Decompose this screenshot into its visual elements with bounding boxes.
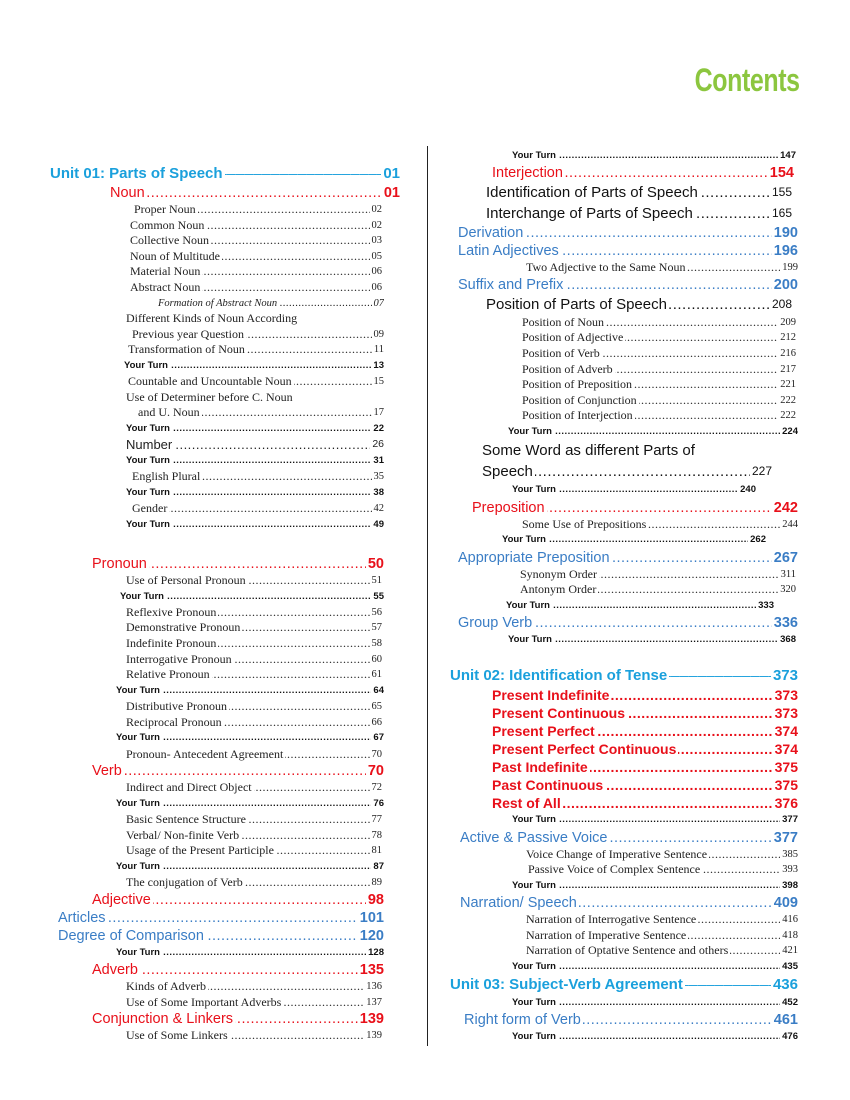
toc-degree[interactable]: Degree of Comparison 120 ..... <box>58 927 384 945</box>
toc-item[interactable]: Use of Some Important Adverbs 137 ..... <box>126 995 382 1011</box>
toc-item[interactable]: Position of Adjective 212 ..... <box>522 330 796 346</box>
toc-item[interactable]: Countable and Uncountable Noun 15 ..... <box>128 374 384 390</box>
toc-item[interactable]: Pronoun- Antecedent Agreement 70 ..... <box>126 747 382 763</box>
toc-tense[interactable]: Past Indefinite 375 ..... <box>492 758 798 776</box>
toc-item[interactable]: Abstract Noun 06 ..... <box>130 280 382 296</box>
your-turn[interactable]: Your Turn 368 ..... <box>508 632 796 648</box>
toc-item[interactable]: Proper Noun 02 ..... <box>134 202 382 218</box>
toc-item[interactable]: Distributive Pronoun 65 ..... <box>126 699 382 715</box>
your-turn[interactable]: Your Turn 31 ..... <box>126 453 384 469</box>
toc-item[interactable]: Common Noun 02 ..... <box>130 218 382 234</box>
toc-tense[interactable]: Present Perfect Continuous 374 ..... <box>492 740 798 758</box>
toc-derivation[interactable]: Derivation 190 ..... <box>458 224 798 242</box>
your-turn[interactable]: Your Turn 64 ..... <box>116 683 384 699</box>
toc-item[interactable]: Material Noun 06 ..... <box>130 264 382 280</box>
toc-item[interactable]: Kinds of Adverb 136 ..... <box>126 979 382 995</box>
your-turn[interactable]: Your Turn 87 ..... <box>116 859 384 875</box>
toc-tense[interactable]: Past Continuous 375 ..... <box>492 776 798 794</box>
toc-appropriate[interactable]: Appropriate Preposition 267 ..... <box>458 549 798 567</box>
toc-noun[interactable]: Noun 01 ..... <box>110 184 400 202</box>
toc-suffix[interactable]: Suffix and Prefix 200 ..... <box>458 276 798 294</box>
toc-right-form[interactable]: Right form of Verb 461 ..... <box>464 1011 798 1029</box>
toc-adjective[interactable]: Adjective 98 ..... <box>92 891 384 909</box>
your-turn[interactable]: Your Turn 240 ..... <box>512 482 756 498</box>
toc-tense[interactable]: Present Continuous 373 ..... <box>492 704 798 722</box>
your-turn[interactable]: Your Turn 452 ..... <box>512 995 798 1011</box>
toc-item[interactable]: Usage of the Present Participle 81 ..... <box>126 843 382 859</box>
toc-item[interactable]: Two Adjective to the Same Noun 199 ..... <box>526 260 798 276</box>
toc-item[interactable]: Noun of Multitude 05 ..... <box>130 249 382 265</box>
your-turn[interactable]: Your Turn 377 ..... <box>512 812 798 828</box>
toc-item[interactable]: Use of Some Linkers 139 ..... <box>126 1028 382 1044</box>
toc-item[interactable]: Passive Voice of Complex Sentence 393 ..... <box>528 862 798 878</box>
toc-tense[interactable]: Present Perfect 374 ..... <box>492 722 798 740</box>
toc-latin[interactable]: Latin Adjectives 196 ..... <box>458 242 798 260</box>
toc-item-line: Use of Determiner before C. Noun <box>126 389 293 404</box>
toc-item[interactable]: and U. Noun 17 ..... <box>138 405 384 421</box>
your-turn[interactable]: Your Turn 128 ..... <box>116 945 384 961</box>
toc-unit-3[interactable]: Unit 03: Subject-Verb Agreement 436 _____ <box>450 975 798 995</box>
your-turn[interactable]: Your Turn 67 ..... <box>116 730 384 746</box>
toc-item[interactable]: Previous year Question 09 ..... <box>132 327 384 343</box>
toc-item[interactable]: Voice Change of Imperative Sentence 385 ..... <box>526 847 798 863</box>
toc-unit-2[interactable]: Unit 02: Identification of Tense 373 _____ <box>450 666 798 686</box>
toc-unit-1[interactable]: Unit 01: Parts of Speech 01 _____ <box>50 164 400 184</box>
toc-item[interactable]: Reciprocal Pronoun 66 ..... <box>126 715 382 731</box>
toc-item[interactable]: Narration of Interrogative Sentence 416 ..... <box>526 912 798 928</box>
toc-item[interactable]: Indefinite Pronoun 58 ..... <box>126 636 382 652</box>
toc-identification-pos[interactable]: Identification of Parts of Speech 155 ..... <box>486 182 792 203</box>
toc-right-column <box>448 148 800 1046</box>
your-turn[interactable]: Your Turn 38 ..... <box>126 485 384 501</box>
toc-item[interactable]: Some Use of Prepositions 244 ..... <box>522 517 798 533</box>
your-turn[interactable]: Your Turn 435 ..... <box>512 959 798 975</box>
toc-item[interactable]: Narration of Optative Sentence and others 421 ..... <box>526 943 798 959</box>
your-turn[interactable]: Your Turn 224 ..... <box>508 424 798 440</box>
toc-item[interactable]: Basic Sentence Structure 77 ..... <box>126 812 382 828</box>
toc-item[interactable]: Demonstrative Pronoun 57 ..... <box>126 620 382 636</box>
toc-item[interactable]: English Plural 35 ..... <box>132 469 384 485</box>
toc-adverb[interactable]: Adverb 135 ..... <box>92 961 384 979</box>
toc-item[interactable]: Position of Conjunction 222 ..... <box>522 393 796 409</box>
your-turn[interactable]: Your Turn 22 ..... <box>126 421 384 437</box>
your-turn[interactable]: Your Turn 147 ..... <box>512 148 796 164</box>
your-turn[interactable]: Your Turn 398 ..... <box>512 878 798 894</box>
toc-item[interactable]: Gender 42 ..... <box>132 501 384 517</box>
toc-item[interactable]: Synonym Order 311 ..... <box>520 567 796 583</box>
toc-item[interactable]: Position of Noun 209 ..... <box>522 315 796 331</box>
your-turn[interactable]: Your Turn 49 ..... <box>126 517 384 533</box>
toc-narration[interactable]: Narration/ Speech 409 ..... <box>460 894 798 912</box>
toc-item[interactable]: Verbal/ Non-finite Verb 78 ..... <box>126 828 382 844</box>
toc-item[interactable]: Position of Preposition 221 ..... <box>522 377 796 393</box>
toc-item[interactable]: Formation of Abstract Noun 07 ..... <box>158 296 384 312</box>
toc-conjunction[interactable]: Conjunction & Linkers 139 ..... <box>92 1010 384 1028</box>
toc-item[interactable]: Use of Personal Pronoun 51 ..... <box>126 573 382 589</box>
toc-item-line: Some Word as different Parts of <box>482 442 695 460</box>
toc-interjection[interactable]: Interjection 154 ..... <box>492 164 794 182</box>
toc-item-line: Different Kinds of Noun According <box>126 311 298 326</box>
your-turn[interactable]: Your Turn 333 ..... <box>506 598 774 614</box>
toc-item[interactable]: Narration of Imperative Sentence 418 ..... <box>526 928 798 944</box>
toc-tense[interactable]: Present Indefinite 373 ..... <box>492 686 798 704</box>
toc-some-word[interactable]: Speech 227 ..... <box>482 461 772 482</box>
your-turn[interactable]: Your Turn 55 ..... <box>120 589 384 605</box>
toc-item[interactable]: Number 26 ..... <box>126 437 384 453</box>
toc-verb[interactable]: Verb 70 ..... <box>92 762 384 780</box>
toc-item[interactable]: Position of Interjection 222 ..... <box>522 408 796 424</box>
page-title: Contents <box>694 62 800 98</box>
your-turn[interactable]: Your Turn 76 ..... <box>116 796 384 812</box>
toc-item[interactable]: Transformation of Noun 11 ..... <box>128 342 384 358</box>
your-turn[interactable]: Your Turn 13 ..... <box>124 358 384 374</box>
toc-item[interactable]: Indirect and Direct Object 72 ..... <box>126 780 382 796</box>
toc-articles[interactable]: Articles 101 ..... <box>58 909 384 927</box>
toc-preposition[interactable]: Preposition 242 ..... <box>472 499 798 517</box>
toc-item[interactable]: Interrogative Pronoun 60 ..... <box>126 652 382 668</box>
toc-group-verb[interactable]: Group Verb 336 ..... <box>458 614 798 632</box>
toc-position-pos[interactable]: Position of Parts of Speech 208 ..... <box>486 294 792 315</box>
toc-active-passive[interactable]: Active & Passive Voice 377 ..... <box>460 829 798 847</box>
toc-tense[interactable]: Rest of All 376 ..... <box>492 794 798 812</box>
toc-item[interactable]: Collective Noun 03 ..... <box>130 233 382 249</box>
toc-item[interactable]: Antonym Order 320 ..... <box>520 582 796 598</box>
your-turn[interactable]: Your Turn 476 ..... <box>512 1029 798 1045</box>
toc-left-column <box>40 148 400 1044</box>
toc-item[interactable]: Position of Adverb 217 ..... <box>522 362 796 378</box>
toc-interchange-pos[interactable]: Interchange of Parts of Speech 165 ..... <box>486 203 792 224</box>
toc-pronoun[interactable]: Pronoun 50 ..... <box>92 555 384 573</box>
toc-item[interactable]: Reflexive Pronoun 56 ..... <box>126 605 382 621</box>
toc-item[interactable]: Position of Verb 216 ..... <box>522 346 796 362</box>
column-divider <box>427 146 428 1046</box>
toc-item[interactable]: Relative Pronoun 61 ..... <box>126 667 382 683</box>
toc-item[interactable]: The conjugation of Verb 89 ..... <box>126 875 382 891</box>
your-turn[interactable]: Your Turn 262 ..... <box>502 532 766 548</box>
